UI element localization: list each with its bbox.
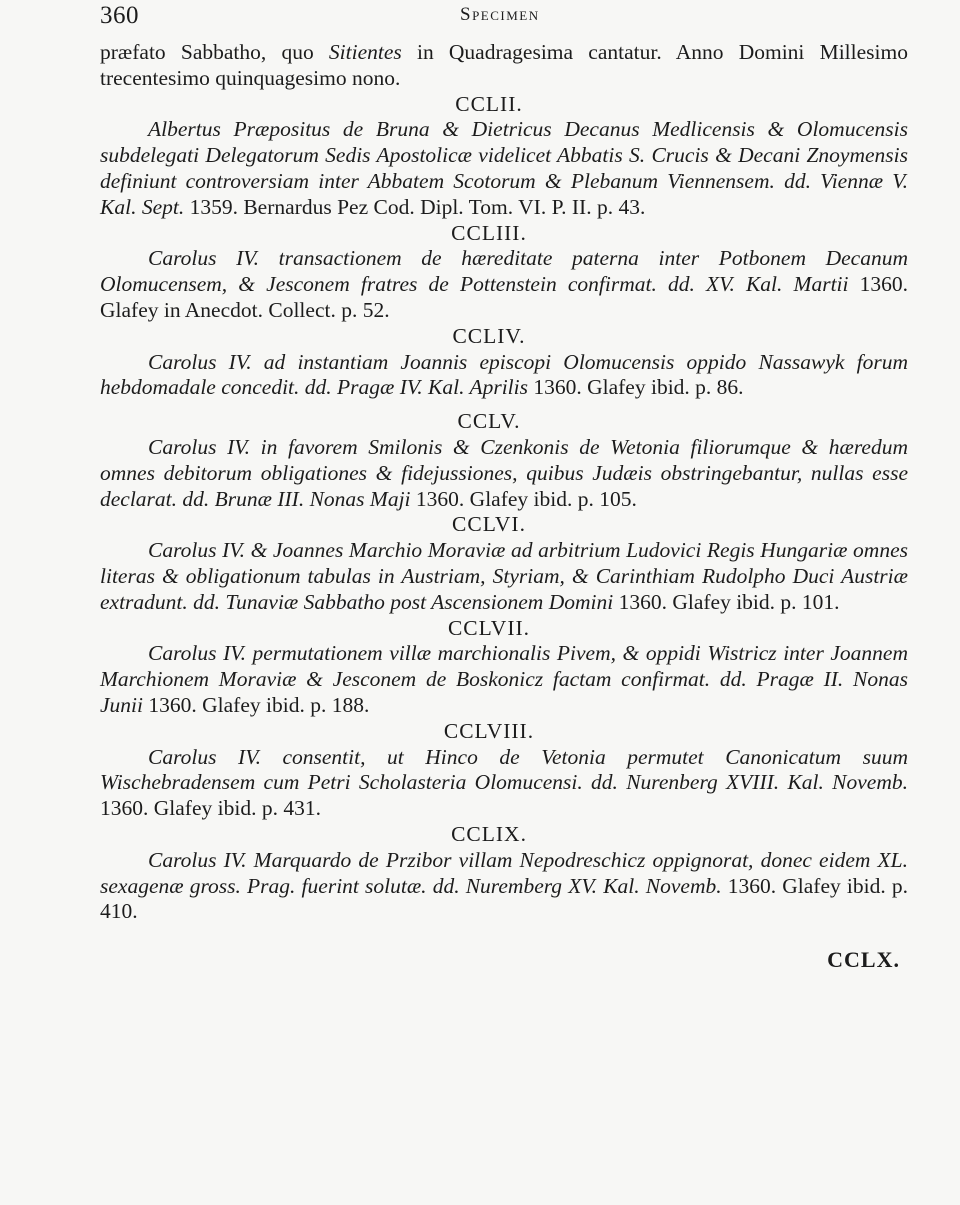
catchword-number: CCLX. xyxy=(827,947,900,973)
entry-citation: 1360. Glafey ibid. p. 410. xyxy=(100,873,908,924)
entry-paragraph xyxy=(100,641,908,718)
body-text xyxy=(100,40,908,925)
entry-text-italic: Carolus IV. ad instantiam Joannis episcopi Olomucensis oppido Nassawyk forum hebdomadale concedit. dd. Pragæ IV. Kal. Aprilis xyxy=(100,349,908,400)
entry-number: CCLV. xyxy=(457,409,521,434)
entry-number: CCLVIII. xyxy=(443,718,535,743)
intro-text-start: præfato Sabbatho, quo xyxy=(100,40,329,64)
entry-number: CCLIV. xyxy=(452,323,526,348)
entry-paragraph xyxy=(100,745,908,822)
entry-citation: 1360. Glafey in Anecdot. Collect. p. 52. xyxy=(100,272,908,322)
intro-text-italic: Sitientes xyxy=(328,40,402,64)
entry-paragraph xyxy=(100,538,908,615)
entry-number: CCLVI. xyxy=(452,512,526,537)
intro-paragraph xyxy=(100,40,908,92)
entry-number: CCLIX. xyxy=(451,821,527,846)
entry-citation: 1360. Glafey ibid. p. 105. xyxy=(415,486,637,511)
entry-citation: 1360. Glafey ibid. p. 188. xyxy=(148,692,370,717)
running-title: Specimen xyxy=(460,4,540,25)
entry-citation: 1359. Bernardus Pez Cod. Dipl. Tom. VI. P. II. p. 43. xyxy=(189,194,646,219)
entry-paragraph xyxy=(100,246,908,323)
entry-text-italic: Carolus IV. transactionem de hæreditate paterna inter Potbonem Decanum Olomucensem, & Jesconem fratres de Pottenstein confirmat. dd. XV. Kal. Martii xyxy=(100,246,908,297)
entry-number: CCLIII. xyxy=(451,220,527,245)
entry-text-italic: Carolus IV. Marquardo de Przibor villam Nepodreschicz oppignorat, donec eidem XL. sexagenæ gross. Prag. fuerint solutæ. dd. Nuremberg XV. Kal. Novemb. xyxy=(100,847,908,898)
running-head xyxy=(100,0,908,40)
entry-paragraph xyxy=(100,117,908,220)
entry-paragraph xyxy=(100,435,908,512)
entry-text-italic: Carolus IV. & Joannes Marchio Moraviæ ad arbitrium Ludovici Regis Hungariæ omnes literas & obligationum tabulas in Austriam, Styriam, & Carinthiam Rudolpho Duci Austriæ extradunt. dd. Tunaviæ Sabbatho post Ascensionem Domini xyxy=(100,538,908,614)
entry-paragraph xyxy=(100,848,908,925)
page-number: 360 xyxy=(100,2,139,29)
entry-citation: 1360. Glafey ibid. p. 86. xyxy=(533,375,744,400)
intro-text-end: in Quadragesima cantatur. Anno Domini Millesimo trecentesimo quinquagesimo nono. xyxy=(100,40,908,90)
entry-number: CCLVII. xyxy=(447,615,531,640)
entry-text-italic: Albertus Præpositus de Bruna & Dietricus Decanus Medlicensis & Olomucensis subdelegati Delegatorum Sedis Apostolicæ videlicet Abbatis S. Crucis & Decani Znoymensis definiunt controversiam inter Abbatem Scotorum & Plebanum Viennensem. dd. Viennæ V. Kal. Sept. xyxy=(100,117,908,219)
entry-number: CCLII. xyxy=(455,91,523,116)
entry-text-italic: Carolus IV. consentit, ut Hinco de Vetonia permutet Canonicatum suum Wischebradensem cum Petri Scholasteria Olomucensi. dd. Nurenberg XVIII. Kal. Novemb. xyxy=(100,744,908,795)
entry-text-italic: Carolus IV. in favorem Smilonis & Czenkonis de Wetonia filiorumque & hæredum omnes debitorum obligationes & fidejussiones, quibus Judæis obstringebantur, nullas esse declarat. dd. Brunæ III. Nonas Maji xyxy=(100,434,908,511)
entry-citation: 1360. Glafey ibid. p. 101. xyxy=(618,589,840,614)
entry-citation: 1360. Glafey ibid. p. 431. xyxy=(100,796,321,821)
entry-paragraph xyxy=(100,350,908,402)
entry-text-italic: Carolus IV. permutationem villæ marchionalis Pivem, & oppidi Wistricz inter Joannem Marchionem Moraviæ & Jesconem de Boskonicz factam confirmat. dd. Pragæ II. Nonas Junii xyxy=(100,641,908,717)
entries-list xyxy=(100,92,908,926)
